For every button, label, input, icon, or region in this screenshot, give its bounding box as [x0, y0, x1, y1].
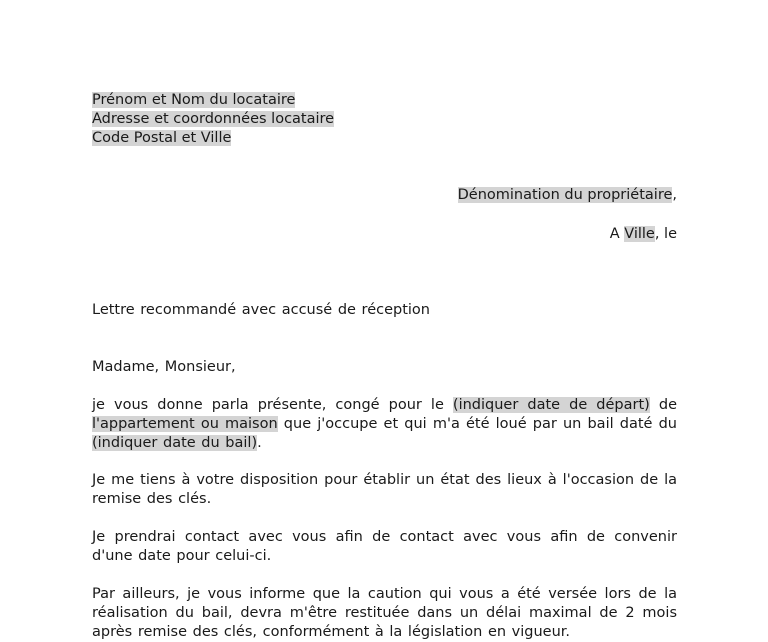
notice-text-c: que j'occupe et qui m'a été loué par un bail daté du — [277, 416, 677, 432]
sender-city: Code Postal et Ville — [92, 130, 232, 146]
owner-suffix: , — [672, 187, 677, 203]
salutation: Madame, Monsieur, — [92, 359, 236, 375]
dateline-prefix: A — [609, 226, 625, 242]
paragraph-inventory: Je me tiens à votre disposition pour établir un état des lieux à l'occasion de la remise des clés. — [92, 472, 677, 507]
subject-line: Lettre recommandé avec accusé de réception — [92, 302, 430, 318]
sender-name: Prénom et Nom du locataire — [92, 92, 296, 108]
sender-address: Adresse et coordonnées locataire — [92, 111, 335, 127]
lease-date-placeholder: (indiquer date du bail) — [92, 435, 258, 451]
notice-text-b: de — [649, 397, 678, 413]
notice-text-a: je vous donne parla présente, congé pour le — [92, 397, 453, 413]
notice-text-d: . — [257, 435, 262, 451]
date-line — [610, 225, 677, 244]
paragraph-contact: Je prendrai contact avec vous afin de contact avec vous afin de convenir d'une date pour celui-ci. — [92, 529, 677, 564]
owner-name: Dénomination du propriétaire — [457, 187, 673, 203]
property-placeholder: l'appartement ou maison — [92, 416, 278, 432]
dateline-suffix: , le — [654, 226, 677, 242]
paragraph-deposit: Par ailleurs, je vous informe que la caution qui vous a été versée lors de la réalisation du bail, devra m'être restituée dans un délai maximal de 2 mois après remise des clés, conformément à la législation en vigueur. — [92, 586, 677, 640]
depart-date-placeholder: (indiquer date de départ) — [452, 397, 650, 413]
sender-block — [92, 91, 334, 148]
paragraph-notice — [92, 396, 677, 453]
recipient-block — [458, 186, 677, 205]
dateline-city: Ville — [624, 226, 655, 242]
